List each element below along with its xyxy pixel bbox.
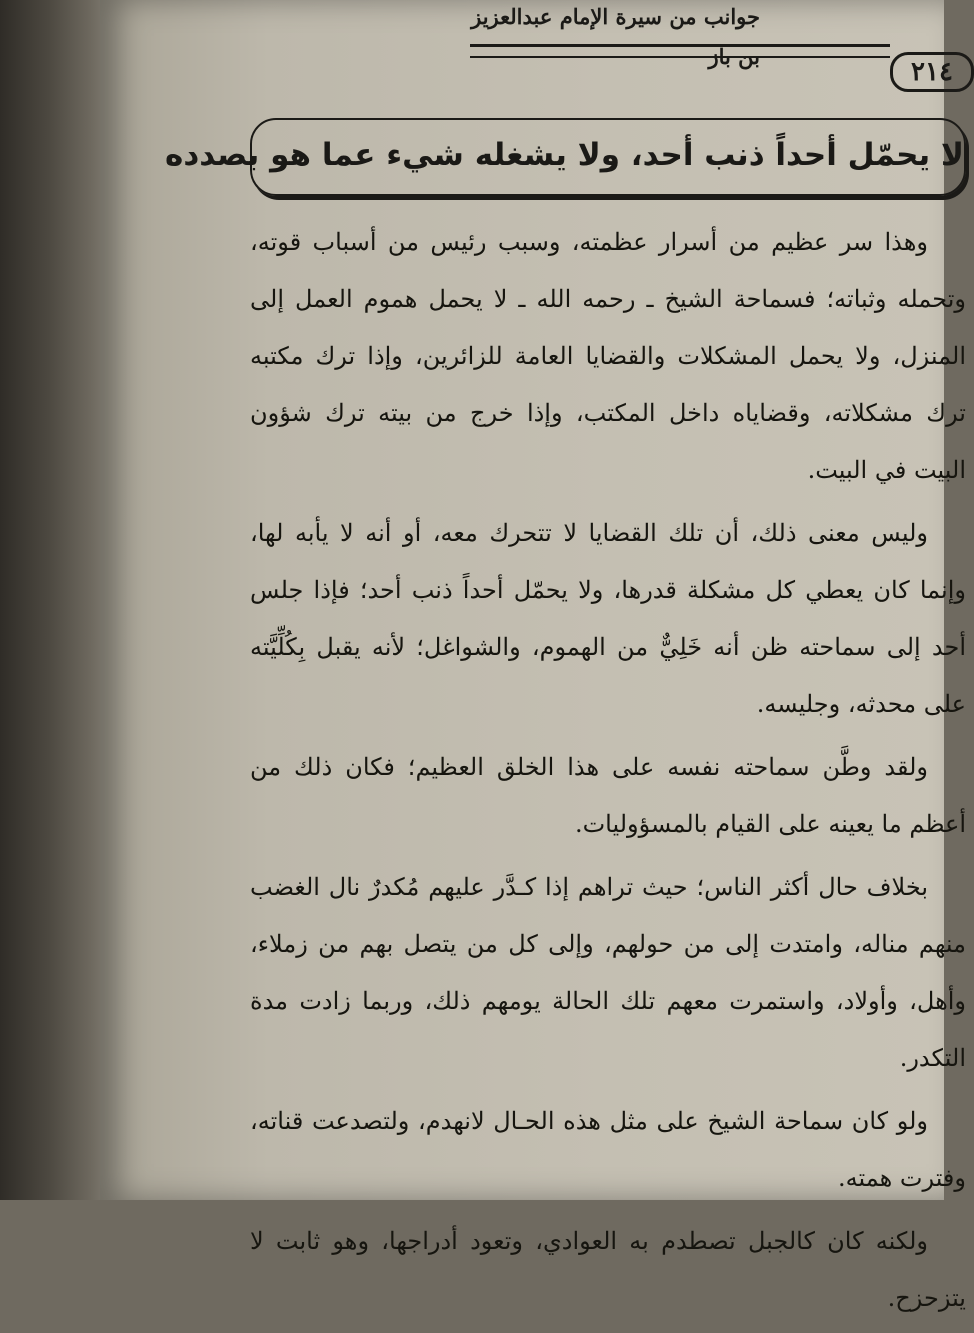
paragraph-3: ولقد وطَّن سماحته نفسه على هذا الخلق العظيم؛ فكان ذلك من أعظم ما يعينه على القيام بالمسؤوليات. xyxy=(250,753,966,838)
paragraph-4: بخلاف حال أكثر الناس؛ حيث تراهم إذا كـدَّر عليهم مُكدرٌ نال الغضب منهم مناله، وامتدت إلى من حولهم، وإلى كل من يتصل بهم من زملاء، وأهل، وأولاد، واستمرت معهم تلك الحالة يومهم ذلك، وربما زادت مدة التكدر. xyxy=(250,873,966,1072)
running-title-line-2: بن باز xyxy=(708,44,760,69)
header-rule xyxy=(470,44,890,58)
chapter-title-frame xyxy=(165,118,966,196)
paragraph-2: وليس معنى ذلك، أن تلك القضايا لا تتحرك معه، أو أنه لا يأبه لها، وإنما كان يعطي كل مشكلة قدرها، ولا يحمّل أحداً ذنب أحد؛ فإذا جلس أحد إلى سماحته ظن أنه خَلِيٌّ من الهموم، والشواغل؛ لأنه يقبل بِكُلِّيَّته على محدثه، وجليسه. xyxy=(250,519,966,718)
book-page xyxy=(100,0,966,1312)
body-text xyxy=(250,214,966,1333)
chapter-title: لا يحمّل أحداً ذنب أحد، ولا يشغله شيء عما هو بصدده xyxy=(165,137,964,173)
paragraph-6: ولكنه كان كالجبل تصطدم به العوادي، وتعود أدراجها، وهو ثابت لا يتزحزح. xyxy=(250,1227,966,1312)
running-title-line-1: جوانب من سيرة الإمام عبدالعزيز xyxy=(471,4,760,29)
page-number: ٢١٤ xyxy=(890,52,974,92)
paragraph-5: ولو كان سماحة الشيخ على مثل هذه الحـال لانهدم، ولتصدعت قناته، وفترت همته. xyxy=(250,1107,966,1192)
paragraph-1: وهذا سر عظيم من أسرار عظمته، وسبب رئيس من أسباب قوته، وتحمله وثباته؛ فسماحة الشيخ ـ رحمه الله ـ لا يحمل هموم العمل إلى المنزل، ولا يحمل المشكلات والقضايا العامة للزائرين، وإذا ترك مكتبه ترك مشكلاته، وقضاياه داخل المكتب، وإذا خرج من بيته ترك شؤون البيت في البيت. xyxy=(250,228,966,484)
